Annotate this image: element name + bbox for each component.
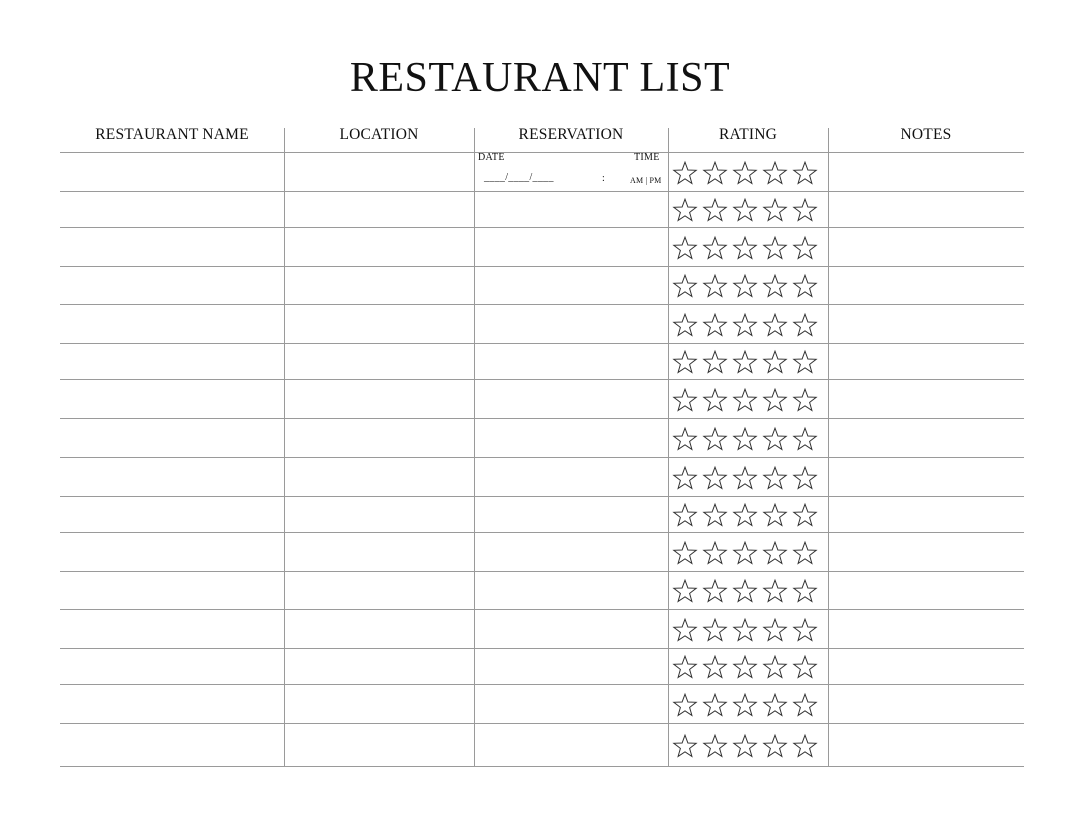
star-outline-icon[interactable] xyxy=(732,160,758,186)
cell-reservation[interactable] xyxy=(474,648,668,684)
cell-location[interactable] xyxy=(284,496,474,532)
cell-notes[interactable] xyxy=(828,379,1024,418)
cell-notes[interactable] xyxy=(828,191,1024,227)
star-outline-icon[interactable] xyxy=(672,349,698,375)
star-outline-icon[interactable] xyxy=(702,235,728,261)
star-outline-icon[interactable] xyxy=(702,197,728,223)
cell-location[interactable] xyxy=(284,343,474,379)
star-outline-icon[interactable] xyxy=(792,160,818,186)
table-row xyxy=(60,227,1024,266)
star-outline-icon[interactable] xyxy=(732,502,758,528)
star-outline-icon[interactable] xyxy=(702,733,728,759)
star-outline-icon[interactable] xyxy=(672,197,698,223)
star-outline-icon[interactable] xyxy=(732,692,758,718)
star-outline-icon[interactable] xyxy=(702,692,728,718)
cell-notes[interactable] xyxy=(828,418,1024,457)
star-outline-icon[interactable] xyxy=(672,733,698,759)
table-row xyxy=(60,343,1024,379)
star-outline-icon[interactable] xyxy=(732,578,758,604)
rating-stars[interactable] xyxy=(670,312,820,338)
star-outline-icon[interactable] xyxy=(732,197,758,223)
table-row xyxy=(60,304,1024,343)
star-outline-icon[interactable] xyxy=(762,654,788,680)
reservation-date-blank: ____/____/____ xyxy=(484,172,554,183)
star-outline-icon[interactable] xyxy=(792,617,818,643)
star-outline-icon[interactable] xyxy=(762,312,788,338)
rating-stars[interactable] xyxy=(670,502,820,528)
reservation-date-label: DATE xyxy=(478,152,505,163)
table-header xyxy=(60,120,1024,152)
star-outline-icon[interactable] xyxy=(792,426,818,452)
star-outline-icon[interactable] xyxy=(792,540,818,566)
star-outline-icon[interactable] xyxy=(732,312,758,338)
star-outline-icon[interactable] xyxy=(792,312,818,338)
star-outline-icon[interactable] xyxy=(702,654,728,680)
cell-location[interactable] xyxy=(284,723,474,766)
star-outline-icon[interactable] xyxy=(702,540,728,566)
table-row xyxy=(60,723,1024,766)
rating-stars[interactable] xyxy=(670,733,820,759)
star-outline-icon[interactable] xyxy=(732,540,758,566)
star-outline-icon[interactable] xyxy=(792,273,818,299)
cell-notes[interactable] xyxy=(828,266,1024,304)
rating-stars[interactable] xyxy=(670,465,820,491)
star-outline-icon[interactable] xyxy=(672,654,698,680)
rating-stars[interactable] xyxy=(670,654,820,680)
rating-stars[interactable] xyxy=(670,273,820,299)
cell-reservation[interactable] xyxy=(474,457,668,496)
star-outline-icon[interactable] xyxy=(762,578,788,604)
cell-notes[interactable] xyxy=(828,648,1024,684)
star-outline-icon[interactable] xyxy=(702,349,728,375)
cell-name[interactable] xyxy=(60,532,284,571)
page-title: RESTAURANT LIST xyxy=(349,55,731,101)
reservation-time-separator: : xyxy=(602,173,606,184)
table-row xyxy=(60,496,1024,532)
cell-name[interactable] xyxy=(60,723,284,766)
star-outline-icon[interactable] xyxy=(672,235,698,261)
cell-location[interactable] xyxy=(284,684,474,723)
star-outline-icon[interactable] xyxy=(702,387,728,413)
star-outline-icon[interactable] xyxy=(762,692,788,718)
cell-reservation[interactable] xyxy=(474,152,668,191)
column-header-reservation: RESERVATION xyxy=(518,126,624,143)
star-outline-icon[interactable] xyxy=(762,540,788,566)
star-outline-icon[interactable] xyxy=(762,733,788,759)
cell-name[interactable] xyxy=(60,266,284,304)
cell-location[interactable] xyxy=(284,379,474,418)
cell-name[interactable] xyxy=(60,152,284,191)
cell-name[interactable] xyxy=(60,227,284,266)
star-outline-icon[interactable] xyxy=(672,160,698,186)
star-outline-icon[interactable] xyxy=(762,273,788,299)
star-outline-icon[interactable] xyxy=(792,197,818,223)
table-row xyxy=(60,571,1024,609)
cell-name[interactable] xyxy=(60,379,284,418)
star-outline-icon[interactable] xyxy=(732,733,758,759)
cell-reservation[interactable] xyxy=(474,343,668,379)
column-header-location: LOCATION xyxy=(339,126,419,143)
cell-notes[interactable] xyxy=(828,457,1024,496)
star-outline-icon[interactable] xyxy=(792,387,818,413)
rating-stars[interactable] xyxy=(670,617,820,643)
cell-notes[interactable] xyxy=(828,152,1024,191)
cell-name[interactable] xyxy=(60,304,284,343)
star-outline-icon[interactable] xyxy=(702,312,728,338)
cell-location[interactable] xyxy=(284,191,474,227)
star-outline-icon[interactable] xyxy=(702,502,728,528)
star-outline-icon[interactable] xyxy=(672,387,698,413)
star-outline-icon[interactable] xyxy=(792,502,818,528)
cell-location[interactable] xyxy=(284,571,474,609)
cell-location[interactable] xyxy=(284,648,474,684)
table-row xyxy=(60,191,1024,227)
star-outline-icon[interactable] xyxy=(702,465,728,491)
star-outline-icon[interactable] xyxy=(762,349,788,375)
star-outline-icon[interactable] xyxy=(792,235,818,261)
table-row xyxy=(60,684,1024,723)
cell-reservation[interactable] xyxy=(474,496,668,532)
table-row xyxy=(60,152,1024,191)
column-header-rating: RATING xyxy=(718,126,778,143)
star-outline-icon[interactable] xyxy=(762,617,788,643)
cell-reservation[interactable] xyxy=(474,266,668,304)
cell-notes[interactable] xyxy=(828,723,1024,766)
star-outline-icon[interactable] xyxy=(792,578,818,604)
table-row xyxy=(60,648,1024,684)
star-outline-icon[interactable] xyxy=(702,578,728,604)
rating-stars[interactable] xyxy=(670,578,820,604)
table-row xyxy=(60,532,1024,571)
star-outline-icon[interactable] xyxy=(702,160,728,186)
star-outline-icon[interactable] xyxy=(672,273,698,299)
rating-stars[interactable] xyxy=(670,235,820,261)
cell-name[interactable] xyxy=(60,648,284,684)
cell-notes[interactable] xyxy=(828,343,1024,379)
cell-location[interactable] xyxy=(284,532,474,571)
star-outline-icon[interactable] xyxy=(762,502,788,528)
star-outline-icon[interactable] xyxy=(792,349,818,375)
star-outline-icon[interactable] xyxy=(732,426,758,452)
cell-location[interactable] xyxy=(284,457,474,496)
cell-notes[interactable] xyxy=(828,304,1024,343)
star-outline-icon[interactable] xyxy=(732,235,758,261)
star-outline-icon[interactable] xyxy=(792,692,818,718)
star-outline-icon[interactable] xyxy=(672,692,698,718)
table-row xyxy=(60,457,1024,496)
cell-notes[interactable] xyxy=(828,496,1024,532)
column-header-restaurant-name: RESTAURANT NAME xyxy=(95,126,249,143)
rating-stars[interactable] xyxy=(670,540,820,566)
star-outline-icon[interactable] xyxy=(762,426,788,452)
cell-reservation[interactable] xyxy=(474,191,668,227)
star-outline-icon[interactable] xyxy=(732,349,758,375)
star-outline-icon[interactable] xyxy=(702,617,728,643)
table-row xyxy=(60,266,1024,304)
reservation-time-label: TIME xyxy=(634,152,660,163)
cell-reservation[interactable] xyxy=(474,723,668,766)
cell-name[interactable] xyxy=(60,343,284,379)
star-outline-icon[interactable] xyxy=(732,387,758,413)
cell-location[interactable] xyxy=(284,609,474,648)
cell-reservation[interactable] xyxy=(474,227,668,266)
column-header-notes: NOTES xyxy=(900,126,952,143)
cell-notes[interactable] xyxy=(828,684,1024,723)
row-divider xyxy=(60,766,1024,767)
cell-notes[interactable] xyxy=(828,532,1024,571)
star-outline-icon[interactable] xyxy=(762,465,788,491)
rating-stars[interactable] xyxy=(670,692,820,718)
cell-reservation[interactable] xyxy=(474,532,668,571)
star-outline-icon[interactable] xyxy=(672,540,698,566)
star-outline-icon[interactable] xyxy=(672,617,698,643)
cell-location[interactable] xyxy=(284,152,474,191)
cell-name[interactable] xyxy=(60,496,284,532)
cell-name[interactable] xyxy=(60,457,284,496)
star-outline-icon[interactable] xyxy=(702,273,728,299)
cell-location[interactable] xyxy=(284,227,474,266)
cell-name[interactable] xyxy=(60,418,284,457)
cell-notes[interactable] xyxy=(828,571,1024,609)
table-row xyxy=(60,379,1024,418)
star-outline-icon[interactable] xyxy=(732,273,758,299)
star-outline-icon[interactable] xyxy=(732,617,758,643)
cell-name[interactable] xyxy=(60,191,284,227)
rating-stars[interactable] xyxy=(670,426,820,452)
cell-location[interactable] xyxy=(284,418,474,457)
table-row xyxy=(60,609,1024,648)
cell-location[interactable] xyxy=(284,266,474,304)
star-outline-icon[interactable] xyxy=(732,465,758,491)
star-outline-icon[interactable] xyxy=(762,197,788,223)
star-outline-icon[interactable] xyxy=(732,654,758,680)
star-outline-icon[interactable] xyxy=(672,465,698,491)
reservation-ampm: AM | PM xyxy=(630,176,662,185)
cell-name[interactable] xyxy=(60,684,284,723)
star-outline-icon[interactable] xyxy=(792,465,818,491)
star-outline-icon[interactable] xyxy=(762,387,788,413)
rating-stars[interactable] xyxy=(670,349,820,375)
cell-reservation[interactable] xyxy=(474,571,668,609)
cell-reservation[interactable] xyxy=(474,379,668,418)
cell-reservation[interactable] xyxy=(474,418,668,457)
star-outline-icon[interactable] xyxy=(762,160,788,186)
star-outline-icon[interactable] xyxy=(672,426,698,452)
star-outline-icon[interactable] xyxy=(762,235,788,261)
cell-location[interactable] xyxy=(284,304,474,343)
star-outline-icon[interactable] xyxy=(672,578,698,604)
restaurant-table xyxy=(60,120,1024,768)
star-outline-icon[interactable] xyxy=(672,312,698,338)
cell-name[interactable] xyxy=(60,571,284,609)
rating-stars[interactable] xyxy=(670,160,820,186)
cell-reservation[interactable] xyxy=(474,304,668,343)
cell-name[interactable] xyxy=(60,609,284,648)
star-outline-icon[interactable] xyxy=(702,426,728,452)
rating-stars[interactable] xyxy=(670,387,820,413)
star-outline-icon[interactable] xyxy=(672,502,698,528)
cell-reservation[interactable] xyxy=(474,609,668,648)
cell-reservation[interactable] xyxy=(474,684,668,723)
cell-notes[interactable] xyxy=(828,609,1024,648)
star-outline-icon[interactable] xyxy=(792,654,818,680)
cell-notes[interactable] xyxy=(828,227,1024,266)
star-outline-icon[interactable] xyxy=(792,733,818,759)
table-row xyxy=(60,418,1024,457)
rating-stars[interactable] xyxy=(670,197,820,223)
